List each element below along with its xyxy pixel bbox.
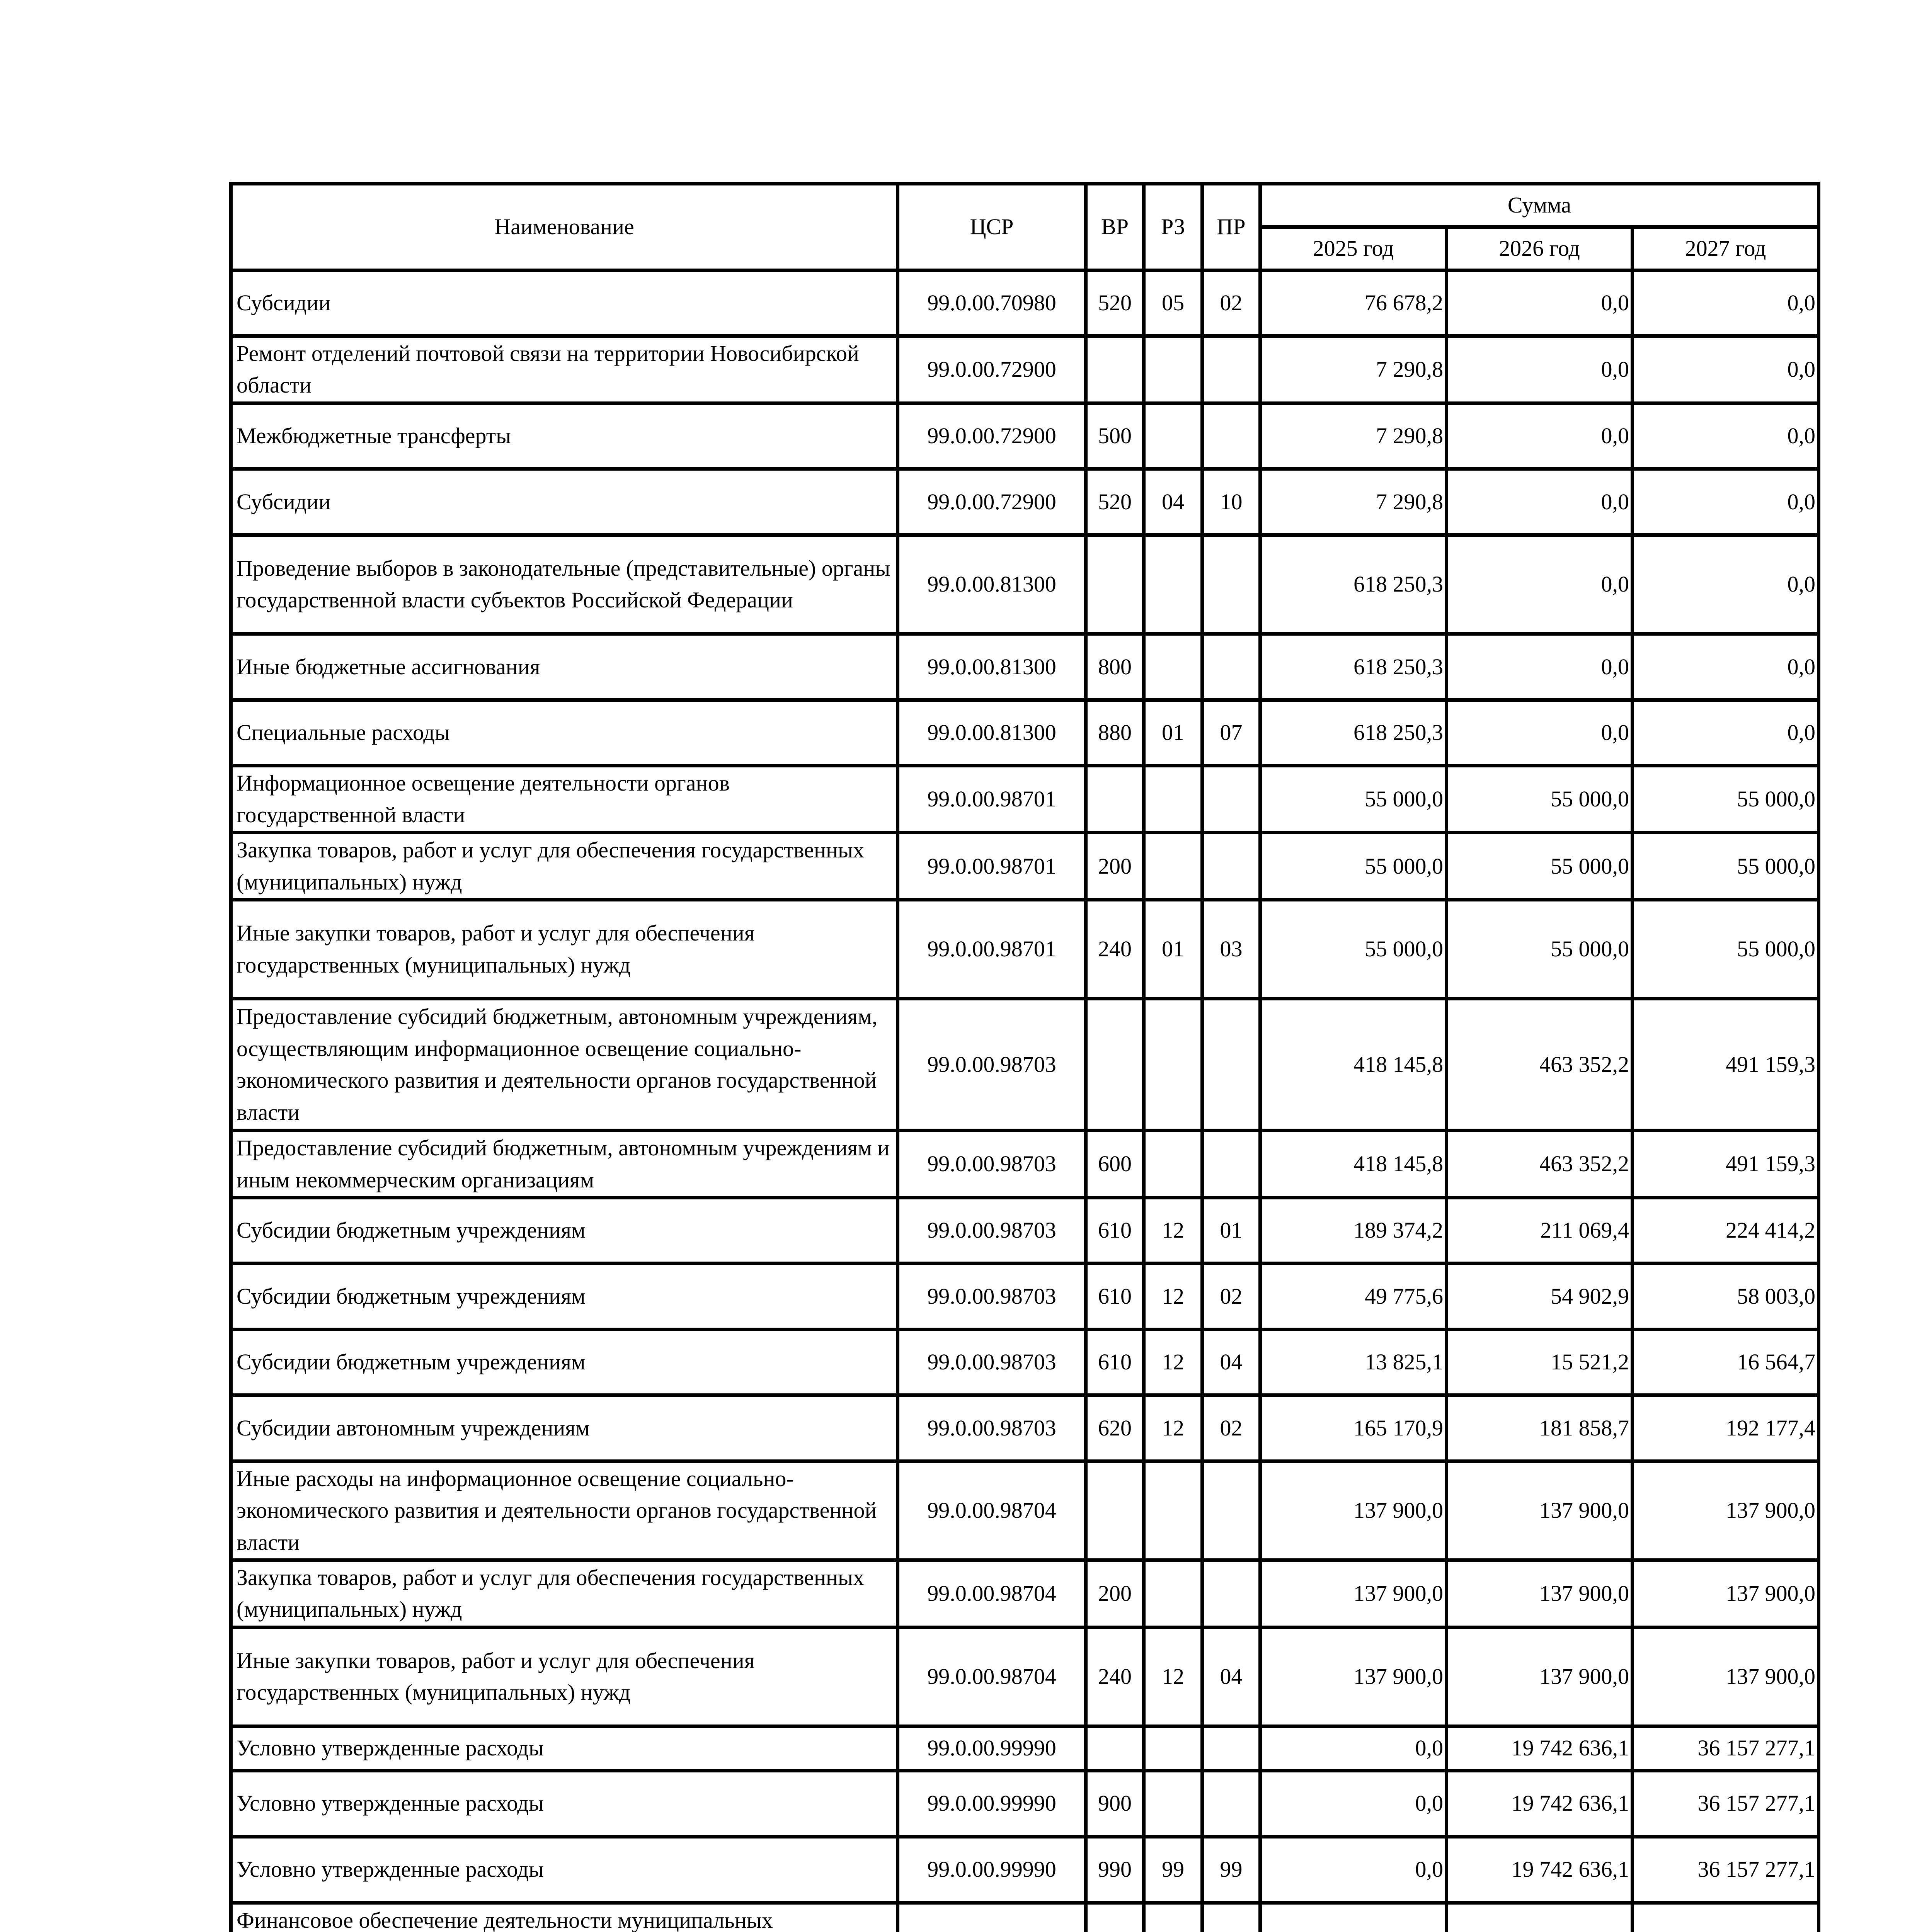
cell-name: Закупка товаров, работ и услуг для обеспечения государственных (муниципальных) нужд (231, 1560, 898, 1627)
cell-2027: 16 564,7 (1633, 1329, 1819, 1395)
cell-vr: 240 (1086, 1627, 1144, 1726)
table-row (231, 900, 1819, 999)
cell-vr: 520 (1086, 270, 1144, 336)
cell-2025: 618 250,3 (1260, 535, 1447, 634)
cell-pr: 07 (1202, 700, 1260, 765)
cell-2027: 55 000,0 (1633, 765, 1819, 833)
cell-csr: 99.0.00.72900 (898, 469, 1086, 535)
cell-pr: 02 (1202, 1263, 1260, 1329)
cell-name: Иные закупки товаров, работ и услуг для обеспечения государственных (муниципальных) нужд (231, 1627, 898, 1726)
cell-csr: 99.0.00.70980 (898, 270, 1086, 336)
cell-csr: 99.0.00.98703 (898, 999, 1086, 1131)
cell-pr (1202, 1726, 1260, 1770)
cell-csr: 99.0.00.98704 (898, 1627, 1086, 1726)
cell-pr (1202, 634, 1260, 700)
cell-rz (1144, 1770, 1202, 1837)
cell-csr: 99.0.00.98703 (898, 1263, 1086, 1329)
cell-pr (1202, 765, 1260, 833)
cell-2026: 211 069,4 (1447, 1197, 1633, 1263)
cell-pr: 02 (1202, 270, 1260, 336)
cell-rz (1144, 1903, 1202, 1932)
cell-pr: 10 (1202, 469, 1260, 535)
table-row (231, 1627, 1819, 1726)
cell-2026: 181 858,7 (1447, 1395, 1633, 1461)
cell-2025: 418 145,8 (1260, 1131, 1447, 1198)
table-row (231, 270, 1819, 336)
table-row (231, 1263, 1819, 1329)
cell-vr (1086, 765, 1144, 833)
cell-csr: 99.0.00.81300 (898, 535, 1086, 634)
cell-pr: 04 (1202, 1329, 1260, 1395)
cell-2025: 0,0 (1260, 1770, 1447, 1837)
cell-2025: 137 900,0 (1260, 1461, 1447, 1560)
header-csr: ЦСР (898, 184, 1086, 270)
cell-2025: 76 678,2 (1260, 270, 1447, 336)
cell-name: Условно утвержденные расходы (231, 1837, 898, 1903)
cell-rz: 01 (1144, 900, 1202, 999)
cell-2027: 0,0 (1633, 403, 1819, 469)
cell-2025: 189 374,2 (1260, 1197, 1447, 1263)
cell-name: Закупка товаров, работ и услуг для обеспечения государственных (муниципальных) нужд (231, 833, 898, 900)
cell-csr: 99.0.00.98704 (898, 1560, 1086, 1627)
cell-2025 (1260, 1903, 1447, 1932)
cell-pr: 04 (1202, 1627, 1260, 1726)
cell-csr: 99.0.00.81300 (898, 700, 1086, 765)
cell-2027: 36 157 277,1 (1633, 1770, 1819, 1837)
cell-name: Проведение выборов в законодательные (представительные) органы государственной власти субъектов Российской Федерации (231, 535, 898, 634)
cell-name: Субсидии бюджетным учреждениям (231, 1197, 898, 1263)
cell-csr: 99.0.00.98703 (898, 1329, 1086, 1395)
table-row (231, 1903, 1819, 1932)
cell-name: Субсидии (231, 270, 898, 336)
cell-vr (1086, 1461, 1144, 1560)
cell-2027: 36 157 277,1 (1633, 1837, 1819, 1903)
cell-2025: 49 775,6 (1260, 1263, 1447, 1329)
cell-csr: 99.0.00.98701 (898, 900, 1086, 999)
cell-pr (1202, 1903, 1260, 1932)
cell-2026: 55 000,0 (1447, 765, 1633, 833)
cell-name: Условно утвержденные расходы (231, 1770, 898, 1837)
cell-csr (898, 1903, 1086, 1932)
cell-vr: 610 (1086, 1197, 1144, 1263)
cell-2027: 224 414,2 (1633, 1197, 1819, 1263)
cell-rz: 12 (1144, 1329, 1202, 1395)
table-row (231, 1560, 1819, 1627)
cell-2027: 137 900,0 (1633, 1461, 1819, 1560)
header-name: Наименование (231, 184, 898, 270)
cell-2026 (1447, 1903, 1633, 1932)
cell-rz (1144, 403, 1202, 469)
header-year-2026: 2026 год (1447, 227, 1633, 270)
cell-csr: 99.0.00.99990 (898, 1726, 1086, 1770)
cell-rz (1144, 999, 1202, 1131)
cell-2027: 192 177,4 (1633, 1395, 1819, 1461)
cell-name: Иные закупки товаров, работ и услуг для обеспечения государственных (муниципальных) нужд (231, 900, 898, 999)
table-row (231, 1837, 1819, 1903)
cell-vr: 990 (1086, 1837, 1144, 1903)
cell-2027: 137 900,0 (1633, 1627, 1819, 1726)
cell-name: Предоставление субсидий бюджетным, автономным учреждениям и иным некоммерческим организациям (231, 1131, 898, 1198)
table-row (231, 336, 1819, 403)
cell-2026: 463 352,2 (1447, 1131, 1633, 1198)
cell-2027: 137 900,0 (1633, 1560, 1819, 1627)
cell-rz: 05 (1144, 270, 1202, 336)
cell-vr: 600 (1086, 1131, 1144, 1198)
cell-rz (1144, 1131, 1202, 1198)
cell-vr: 800 (1086, 634, 1144, 700)
table-row (231, 1197, 1819, 1263)
header-year-2027: 2027 год (1633, 227, 1819, 270)
cell-vr: 500 (1086, 403, 1144, 469)
cell-csr: 99.0.00.98704 (898, 1461, 1086, 1560)
cell-2027: 36 157 277,1 (1633, 1726, 1819, 1770)
cell-csr: 99.0.00.98703 (898, 1395, 1086, 1461)
header-sum: Сумма (1260, 184, 1819, 227)
cell-2025: 55 000,0 (1260, 900, 1447, 999)
cell-name: Субсидии бюджетным учреждениям (231, 1329, 898, 1395)
cell-rz: 12 (1144, 1395, 1202, 1461)
cell-2027: 0,0 (1633, 634, 1819, 700)
cell-2026: 0,0 (1447, 535, 1633, 634)
cell-pr (1202, 999, 1260, 1131)
cell-2025: 55 000,0 (1260, 833, 1447, 900)
table-row (231, 1770, 1819, 1837)
table-row (231, 999, 1819, 1131)
cell-csr: 99.0.00.98703 (898, 1197, 1086, 1263)
cell-2025: 7 290,8 (1260, 403, 1447, 469)
cell-2025: 0,0 (1260, 1837, 1447, 1903)
cell-2025: 55 000,0 (1260, 765, 1447, 833)
cell-2025: 0,0 (1260, 1726, 1447, 1770)
cell-pr (1202, 336, 1260, 403)
cell-vr: 200 (1086, 833, 1144, 900)
cell-2025: 618 250,3 (1260, 700, 1447, 765)
cell-vr (1086, 999, 1144, 1131)
table-row (231, 469, 1819, 535)
cell-2026: 0,0 (1447, 403, 1633, 469)
cell-vr: 900 (1086, 1770, 1144, 1837)
cell-rz: 12 (1144, 1197, 1202, 1263)
cell-2025: 137 900,0 (1260, 1560, 1447, 1627)
cell-vr (1086, 1726, 1144, 1770)
header-pr: ПР (1202, 184, 1260, 270)
cell-rz (1144, 1726, 1202, 1770)
cell-name: Субсидии автономным учреждениям (231, 1395, 898, 1461)
cell-2027 (1633, 1903, 1819, 1932)
cell-name: Предоставление субсидий бюджетным, автономным учреждениям, осуществляющим информационное освещение социально-экономического развития и деятельности органов государственной власти (231, 999, 898, 1131)
cell-name: Иные расходы на информационное освещение социально-экономического развития и деятельности органов государственной власти (231, 1461, 898, 1560)
cell-rz (1144, 765, 1202, 833)
cell-2027: 0,0 (1633, 469, 1819, 535)
cell-vr: 620 (1086, 1395, 1144, 1461)
cell-name: Ремонт отделений почтовой связи на территории Новосибирской области (231, 336, 898, 403)
cell-csr: 99.0.00.98701 (898, 765, 1086, 833)
cell-pr (1202, 535, 1260, 634)
cell-rz (1144, 336, 1202, 403)
cell-pr (1202, 833, 1260, 900)
cell-2025: 7 290,8 (1260, 469, 1447, 535)
cell-pr: 03 (1202, 900, 1260, 999)
cell-rz: 12 (1144, 1263, 1202, 1329)
header-rz: РЗ (1144, 184, 1202, 270)
cell-vr: 520 (1086, 469, 1144, 535)
budget-table (229, 182, 1820, 1932)
table-row (231, 535, 1819, 634)
cell-vr: 610 (1086, 1329, 1144, 1395)
cell-2027: 491 159,3 (1633, 999, 1819, 1131)
cell-csr: 99.0.00.99990 (898, 1770, 1086, 1837)
cell-name: Условно утвержденные расходы (231, 1726, 898, 1770)
cell-rz (1144, 833, 1202, 900)
table-row (231, 1395, 1819, 1461)
table-row (231, 1329, 1819, 1395)
cell-name: Субсидии бюджетным учреждениям (231, 1263, 898, 1329)
table-row (231, 765, 1819, 833)
cell-2027: 55 000,0 (1633, 833, 1819, 900)
cell-name: Специальные расходы (231, 700, 898, 765)
cell-csr: 99.0.00.98703 (898, 1131, 1086, 1198)
cell-2026: 0,0 (1447, 469, 1633, 535)
cell-2026: 0,0 (1447, 700, 1633, 765)
cell-2027: 0,0 (1633, 270, 1819, 336)
table-body (231, 270, 1819, 1932)
cell-name: Информационное освещение деятельности органов государственной власти (231, 765, 898, 833)
cell-vr: 240 (1086, 900, 1144, 999)
cell-2025: 7 290,8 (1260, 336, 1447, 403)
cell-2027: 58 003,0 (1633, 1263, 1819, 1329)
cell-2026: 19 742 636,1 (1447, 1726, 1633, 1770)
cell-rz: 99 (1144, 1837, 1202, 1903)
cell-rz (1144, 535, 1202, 634)
cell-rz: 01 (1144, 700, 1202, 765)
cell-2025: 13 825,1 (1260, 1329, 1447, 1395)
cell-2025: 137 900,0 (1260, 1627, 1447, 1726)
cell-2026: 137 900,0 (1447, 1461, 1633, 1560)
cell-pr: 02 (1202, 1395, 1260, 1461)
cell-2026: 137 900,0 (1447, 1560, 1633, 1627)
cell-2027: 55 000,0 (1633, 900, 1819, 999)
cell-2026: 137 900,0 (1447, 1627, 1633, 1726)
cell-name: Финансовое обеспечение деятельности муниципальных (231, 1903, 898, 1932)
cell-vr (1086, 1903, 1144, 1932)
cell-2026: 54 902,9 (1447, 1263, 1633, 1329)
header-year-2025: 2025 год (1260, 227, 1447, 270)
table-row (231, 1461, 1819, 1560)
cell-2026: 19 742 636,1 (1447, 1770, 1633, 1837)
cell-vr (1086, 535, 1144, 634)
cell-vr (1086, 336, 1144, 403)
cell-2026: 0,0 (1447, 270, 1633, 336)
cell-2026: 15 521,2 (1447, 1329, 1633, 1395)
table-row (231, 403, 1819, 469)
cell-rz (1144, 1461, 1202, 1560)
cell-2026: 55 000,0 (1447, 900, 1633, 999)
cell-csr: 99.0.00.81300 (898, 634, 1086, 700)
cell-2025: 618 250,3 (1260, 634, 1447, 700)
cell-2027: 491 159,3 (1633, 1131, 1819, 1198)
cell-csr: 99.0.00.72900 (898, 336, 1086, 403)
cell-csr: 99.0.00.98701 (898, 833, 1086, 900)
cell-pr (1202, 1560, 1260, 1627)
cell-csr: 99.0.00.99990 (898, 1837, 1086, 1903)
header-vr: ВР (1086, 184, 1144, 270)
cell-rz (1144, 1560, 1202, 1627)
cell-rz (1144, 634, 1202, 700)
cell-2026: 0,0 (1447, 336, 1633, 403)
cell-2027: 0,0 (1633, 336, 1819, 403)
cell-2026: 55 000,0 (1447, 833, 1633, 900)
cell-pr (1202, 1770, 1260, 1837)
cell-vr: 610 (1086, 1263, 1144, 1329)
cell-2026: 463 352,2 (1447, 999, 1633, 1131)
cell-pr (1202, 1131, 1260, 1198)
cell-2027: 0,0 (1633, 700, 1819, 765)
cell-pr: 01 (1202, 1197, 1260, 1263)
cell-name: Субсидии (231, 469, 898, 535)
cell-name: Иные бюджетные ассигнования (231, 634, 898, 700)
cell-vr: 880 (1086, 700, 1144, 765)
cell-2025: 165 170,9 (1260, 1395, 1447, 1461)
table-row (231, 833, 1819, 900)
cell-2027: 0,0 (1633, 535, 1819, 634)
cell-pr: 99 (1202, 1837, 1260, 1903)
cell-pr (1202, 1461, 1260, 1560)
table-row (231, 1726, 1819, 1770)
cell-2026: 19 742 636,1 (1447, 1837, 1633, 1903)
cell-csr: 99.0.00.72900 (898, 403, 1086, 469)
cell-rz: 04 (1144, 469, 1202, 535)
table-row (231, 1131, 1819, 1198)
cell-name: Межбюджетные трансферты (231, 403, 898, 469)
table-row (231, 634, 1819, 700)
cell-2026: 0,0 (1447, 634, 1633, 700)
cell-rz: 12 (1144, 1627, 1202, 1726)
cell-pr (1202, 403, 1260, 469)
table-row (231, 700, 1819, 765)
cell-vr: 200 (1086, 1560, 1144, 1627)
cell-2025: 418 145,8 (1260, 999, 1447, 1131)
